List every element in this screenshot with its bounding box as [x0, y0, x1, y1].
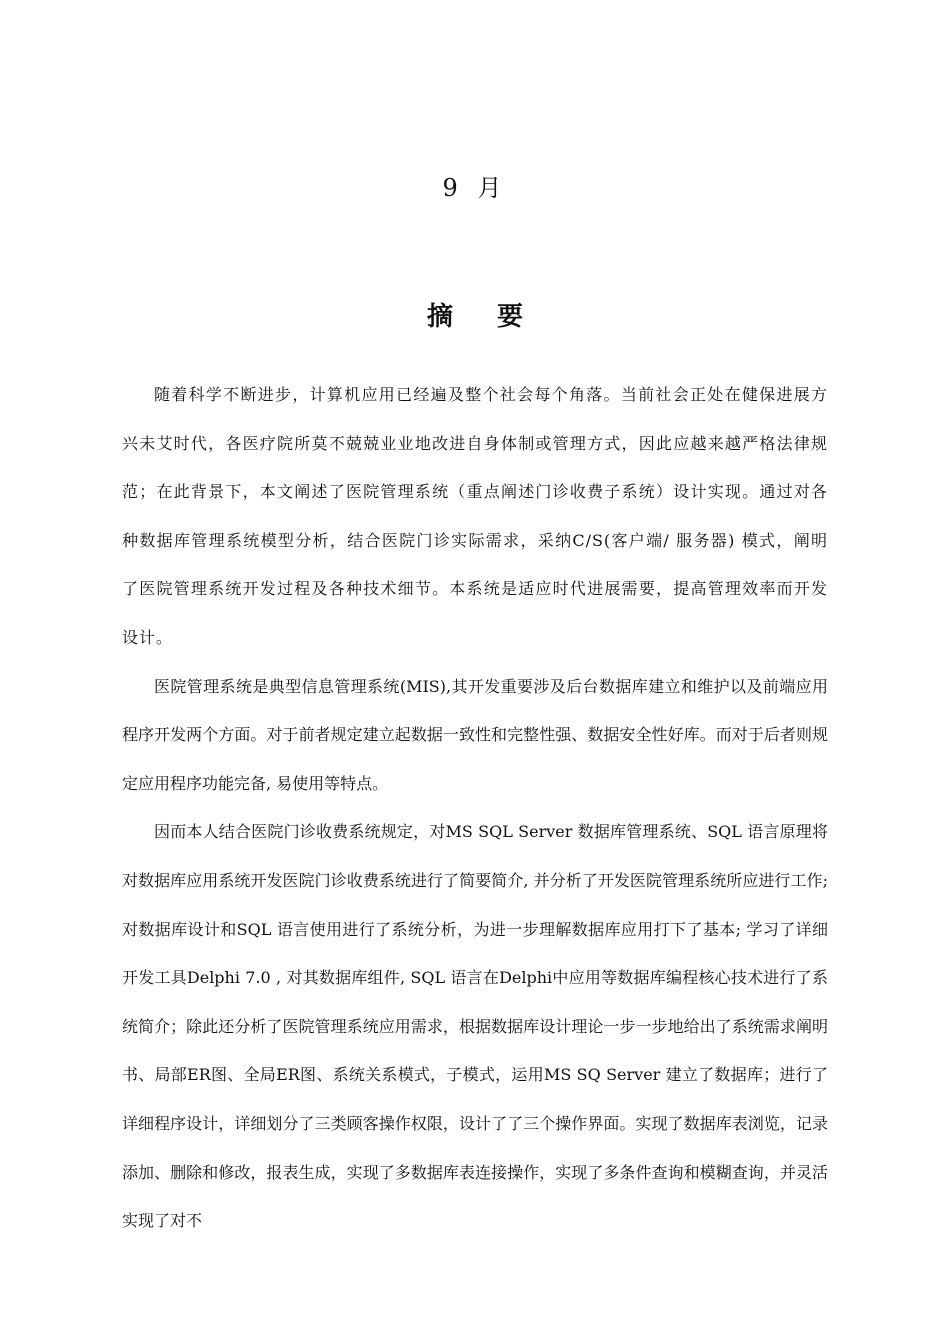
abstract-paragraph-1: 随着科学不断进步，计算机应用已经遍及整个社会每个角落。当前社会正处在健保进展方兴未艾时代，各医疗院所莫不兢兢业业地改进自身体制或管理方式，因此应越来越严格法律规范；在此背景下，本文阐述了医院管理系统（重点阐述门诊收费子系统）设计实现。通过对各种数据库管理系统模型分析，结合医院门诊实际需求，采纳C/S(客户端/ 服务器) 模式，阐明了医院管理系统开发过程及各种技术细节。本系统是适应时代进展需要，提高管理效率而开发设计。	[122, 385, 828, 647]
abstract-body	[122, 371, 828, 1246]
abstract-paragraph-2: 医院管理系统是典型信息管理系统(MIS),其开发重要涉及后台数据库建立和维护以及前端应用程序开发两个方面。对于前者规定建立起数据一致性和完整性强、数据安全性好库。而对于后者则规定应用程序功能完备, 易使用等特点。	[122, 676, 828, 793]
abstract-paragraph-3: 因而本人结合医院门诊收费系统规定，对MS SQL Server 数据库管理系统、SQL 语言原理将对数据库应用系统开发医院门诊收费系统进行了简要简介, 并分析了开发医院管理系统所应进行工作; 对数据库设计和SQL 语言使用进行了系统分析，为进一步理解数据库应用打下了基本; 学习了详细开发工具Delphi 7.0 , 对其数据库组件, SQL 语言在Delphi中应用等数据库编程核心技术进行了系统简介；除此还分析了医院管理系统应用需求，根据数据库设计理论一步一步地给出了系统需求阐明书、局部ER图、全局ER图、系统关系模式，子模式，运用MS SQ Server 建立了数据库；进行了详细程序设计，详细划分了三类顾客操作权限，设计了了三个操作界面。实现了数据库表浏览，记录添加、删除和修改，报表生成，实现了多数据库表连接操作，实现了多条件查询和模糊查询，并灵活实现了对不	[122, 822, 828, 1231]
abstract-heading: 摘要	[426, 302, 567, 332]
month-label: 9 月	[442, 174, 508, 202]
